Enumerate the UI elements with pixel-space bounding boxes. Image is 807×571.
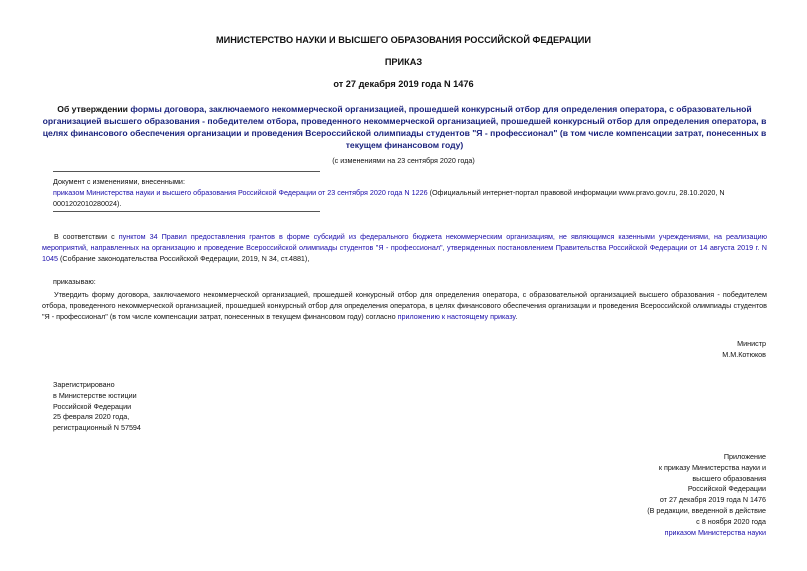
registration-line: Российской Федерации <box>53 401 132 411</box>
appendix-header <box>647 452 766 538</box>
registration-line: Зарегистрировано <box>53 380 115 389</box>
appendix-line: Российской Федерации <box>687 484 766 494</box>
appendix-line: высшего образования <box>692 473 766 483</box>
order-date: от 27 декабря 2019 года N 1476 <box>333 79 474 89</box>
registration-line: в Министерстве юстиции <box>53 390 137 400</box>
order-heading: ПРИКАЗ <box>384 57 423 67</box>
changes-heading: Документ с изменениями, внесенными: <box>53 177 185 186</box>
title-prefix: Об утверждении <box>57 104 131 114</box>
appendix-line: к приказу Министерства науки и <box>658 462 766 472</box>
signature-block <box>722 339 766 361</box>
appendix-amending-order-link[interactable]: приказом Министерства науки <box>664 527 766 537</box>
changes-block <box>53 177 766 209</box>
operative-paragraph <box>42 290 767 322</box>
para1-start: В соответствии с <box>54 232 119 241</box>
para2-end: . <box>515 311 518 321</box>
title-form-link[interactable]: формы договора, заключаемого некоммерческой организацией, прошедшей конкурсный отбор для определения оператора, с образовательной организацией высшего образования - победителем отбора, проведенного некоммерческой организацией, прошедшей конкурсный отбор для определения оператора, в целях финансового обеспечения организации и проведения Всероссийской олимпиады студентов "Я - профессионал" (в том числе компенсации затрат, понесенных в текущем финансовом году) <box>42 104 767 150</box>
signer-position: Министр <box>737 339 766 348</box>
rules-link[interactable]: пунктом 34 Правил предоставления грантов в форме субсидий из федерального бюджета некоммерческим организациям, не являющимся казенными учреждениями, на реализацию мероприятий, направленных на организацию и проведение Всероссийской олимпиады студентов "Я - профессионал", утвержденных постановлением Правительства Российской Федерации от 14 августа 2019 г. N 1045 <box>42 232 768 263</box>
amending-order-link[interactable]: приказом Министерства науки и высшего образования Российской Федерации от 23 сентября 2020 года N 1226 <box>53 187 428 197</box>
ministry-heading: МИНИСТЕРСТВО НАУКИ И ВЫСШЕГО ОБРАЗОВАНИЯ РОССИЙСКОЙ ФЕДЕРАЦИИ <box>215 35 591 45</box>
appendix-line: (В редакции, введенной в действие <box>647 505 766 515</box>
changes-rest: (Официальный интернет-портал правовой информации www.pravo.gov.ru, 28.10.2020, N 0001202010280024). <box>53 187 725 208</box>
registration-line: регистрационный N 57594 <box>53 423 141 433</box>
signer-name: М.М.Котюков <box>722 349 766 359</box>
appendix-link[interactable]: приложению к настоящему приказу <box>397 311 516 321</box>
appendix-line: с 8 ноября 2020 года <box>696 516 766 526</box>
orders-word: приказываю: <box>53 277 96 286</box>
para1-end: (Собрание законодательства Российской Федерации, 2019, N 34, ст.4881), <box>58 253 310 263</box>
appendix-line: от 27 декабря 2019 года N 1476 <box>659 495 766 505</box>
registration-line: 25 февраля 2020 года, <box>53 412 130 422</box>
para2-start: Утвердить форму договора, заключаемого некоммерческой организацией, прошедшей конкурсный отбор для определения оператора, с образовательной организацией высшего образования - победителем отбора, проведенного некоммерческой организацией, прошедшей конкурсный отбор для определения оператора, в целях финансового обеспечения организации и проведения Всероссийской олимпиады студентов "Я - профессионал" (в том числе компенсации затрат, понесенных в текущем финансовом году) согласно <box>42 290 767 321</box>
registration-block <box>53 380 141 434</box>
preamble-paragraph <box>42 232 767 264</box>
appendix-line: Приложение <box>723 452 766 461</box>
document-title <box>42 103 767 151</box>
amendment-note: (с изменениями на 23 сентября 2020 года) <box>332 156 475 165</box>
divider-bottom <box>53 211 320 212</box>
divider-top <box>53 171 320 172</box>
